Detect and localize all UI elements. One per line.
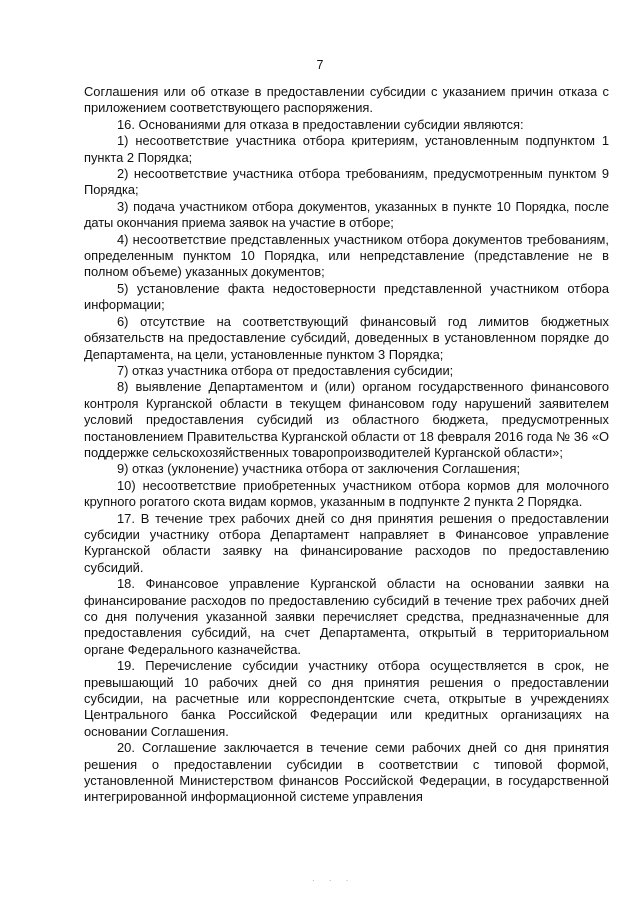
subitem-6: 6) отсутствие на соответствующий финансовый год лимитов бюджетных обязательств на предоставление субсидий, доведенных в установленном порядке до Департамента, на цели, установленные пунктом 3 Порядка; — [84, 313, 609, 362]
subitem-8: 8) выявление Департаментом и (или) органом государственного финансового контроля Курганской области в текущем финансовом году нарушений заявителем условий предоставления субсидий из областного бюджета, предусмотренных постановлением Правительства Курганской области от 18 февраля 2016 года № 36 «О поддержке сельскохозяйственных товаропроизводителей Курганской области»; — [84, 379, 609, 460]
paragraph-item-18: 18. Финансовое управление Курганской области на основании заявки на финансирование расходов по предоставлению субсидий в течение трех рабочих дней со дня получения указанной заявки перечисляет средства, предназначенные для предоставления субсидий, на счет Департамента, открытый в территориальном органе Федерального казначейства. — [84, 576, 609, 657]
paragraph-item-16: 16. Основаниями для отказа в предоставлении субсидии являются: — [117, 116, 524, 132]
page-number: 7 — [316, 58, 324, 72]
subitem-10: 10) несоответствие приобретенных участником отбора кормов для молочного крупного рогатого скота видам кормов, указанным в подпункте 2 пункта 2 Порядка. — [84, 477, 609, 510]
paragraph-item-19: 19. Перечисление субсидии участнику отбора осуществляется в срок, не превышающий 10 рабочих дней со дня принятия решения о предоставлении субсидии, на расчетные или корреспондентские счета, открытые в учреждениях Центрального банка Российской Федерации или кредитных организациях на основании Соглашения. — [84, 658, 609, 739]
paragraph-continuation: Соглашения или об отказе в предоставлении субсидии с указанием причин отказа с приложением соответствующего распоряжения. — [84, 84, 609, 116]
subitem-5: 5) установление факта недостоверности представленной участником отбора информации; — [84, 280, 609, 313]
subitem-2: 2) несоответствие участника отбора требованиям, предусмотренным пунктом 9 Порядка; — [84, 166, 609, 198]
paragraph-item-20: 20. Соглашение заключается в течение семи рабочих дней со дня принятия решения о предоставлении субсидии в соответствии с типовой формой, установленной Министерством финансов Российской Федерации, в государственной интегрированной информационной системе управления — [84, 740, 609, 805]
document-body — [84, 84, 609, 806]
subitem-3: 3) подача участником отбора документов, указанных в пункте 10 Порядка, после даты окончания приема заявок на участие в отборе; — [84, 198, 609, 231]
subitem-4: 4) несоответствие представленных участником отбора документов требованиям, определенным пунктом 10 Порядка, или непредставление (представление не в полном объеме) указанных документов; — [84, 231, 609, 280]
subitem-1: 1) несоответствие участника отбора критериям, установленным подпунктом 1 пункта 2 Порядка; — [84, 133, 609, 165]
subitem-7: 7) отказ участника отбора от предоставления субсидии; — [117, 362, 454, 378]
scan-specks: · · · — [312, 876, 355, 885]
paragraph-item-17: 17. В течение трех рабочих дней со дня принятия решения о предоставлении субсидии участнику отбора Департамент направляет в Финансовое управление Курганской области заявку на финансирование расходов по предоставлению субсидий. — [84, 510, 609, 575]
subitem-9: 9) отказ (уклонение) участника отбора от заключения Соглашения; — [117, 461, 521, 477]
